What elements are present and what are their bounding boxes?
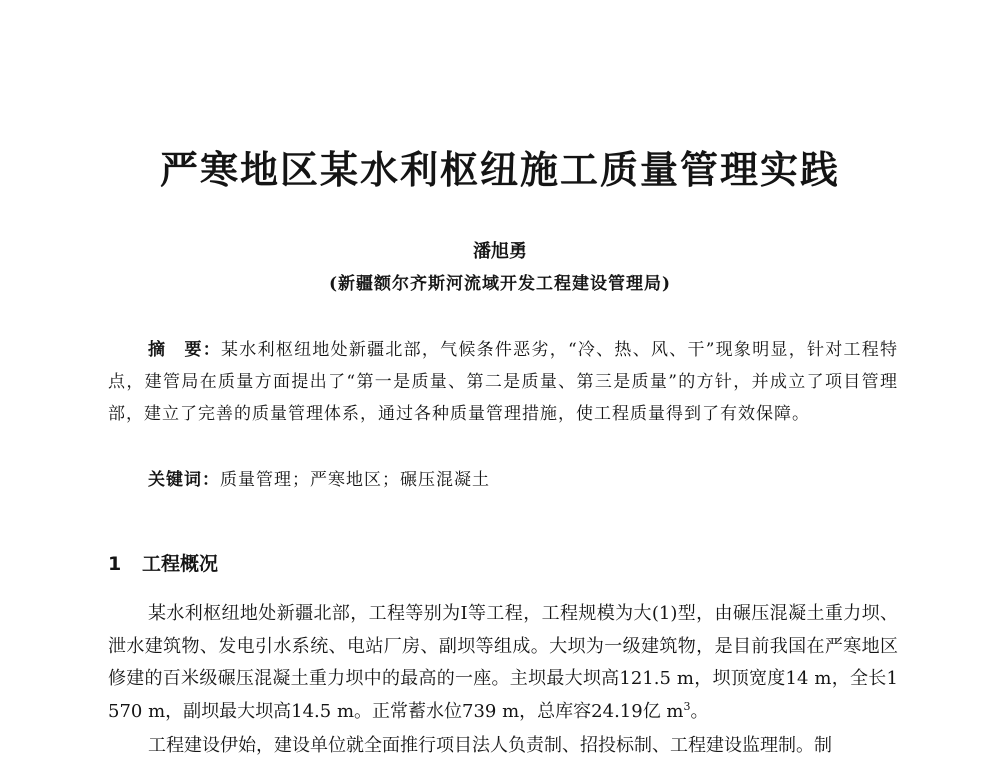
- section-title: 工程概况: [142, 553, 219, 575]
- abstract-text: 某水利枢纽地处新疆北部，气候条件恶劣，“冷、热、风、干”现象明显，针对工程特点，建管局在质量方面提出了“第一是质量、第二是质量、第三是质量”的方针，并成立了项目管理部，建立了完善的质量管理体系，通过各种质量管理措施，使工程质量得到了有效保障。: [108, 340, 899, 424]
- section-number: 1: [108, 553, 122, 575]
- keywords-label: 关键词：: [148, 470, 220, 490]
- keywords-text: 质量管理；严寒地区；碾压混凝土: [220, 470, 490, 490]
- abstract: [108, 334, 898, 430]
- body-paragraph-1: [108, 598, 898, 728]
- paragraph-1-text: 某水利枢纽地处新疆北部，工程等别为Ⅰ等工程，工程规模为大(1)型，由碾压混凝土重力坝、泄水建筑物、发电引水系统、电站厂房、副坝等组成。大坝为一级建筑物，是目前我国在严寒地区修建的百米级碾压混凝土重力坝中的最高的一座。主坝最大坝高121.5 m，坝顶宽度14 m，全长1 570 m，副坝最大坝高14.5 m。正常蓄水位739 m，总库容24.19亿 m: [108, 603, 898, 722]
- section-heading: [108, 548, 898, 580]
- superscript: 3: [683, 699, 691, 713]
- paragraph-1-end: 。: [690, 700, 709, 722]
- abstract-label: 摘 要：: [148, 340, 222, 360]
- body-paragraph-2: 工程建设伊始，建设单位就全面推行项目法人负责制、招投标制、工程建设监理制。制: [148, 735, 832, 756]
- author-name: 潘旭勇: [473, 241, 527, 262]
- keywords: [148, 464, 898, 496]
- paper-title: 严寒地区某水利枢纽施工质量管理实践: [159, 148, 840, 192]
- author-affiliation: (新疆额尔齐斯河流域开发工程建设管理局): [328, 274, 672, 294]
